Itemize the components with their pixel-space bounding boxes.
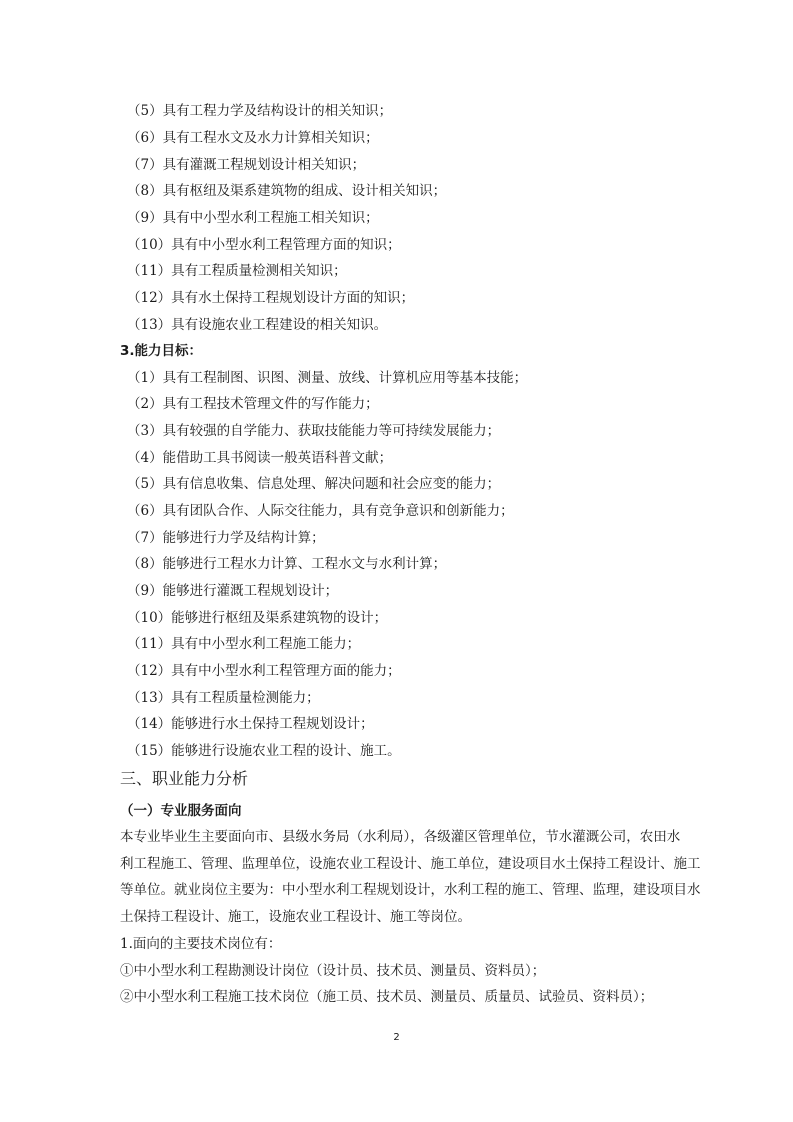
ability-item: （15）能够进行设施农业工程的设计、施工。 — [127, 743, 401, 759]
ability-item: （4）能借助工具书阅读一般英语科普文献； — [127, 450, 393, 466]
position-item: ②中小型水利工程施工技术岗位（施工员、技术员、测量员、质量员、试验员、资料员）； — [120, 989, 654, 1005]
ability-item: （10）能够进行枢纽及渠系建筑物的设计； — [127, 610, 388, 626]
ability-item: （14）能够进行水土保持工程规划设计； — [127, 716, 374, 732]
ability-item: （13）具有工程质量检测能力； — [127, 690, 320, 706]
knowledge-item: （9）具有中小型水利工程施工相关知识； — [127, 210, 379, 226]
positions-heading: 1.面向的主要技术岗位有： — [120, 936, 282, 952]
ability-item: （6）具有团队合作、人际交往能力，具有竞争意识和创新能力； — [127, 503, 514, 519]
knowledge-item: （11）具有工程质量检测相关知识； — [127, 263, 347, 279]
ability-item: （11）具有中小型水利工程施工能力； — [127, 636, 361, 652]
knowledge-item: （6）具有工程水文及水力计算相关知识； — [127, 130, 379, 146]
ability-heading: 3.能力目标： — [120, 343, 203, 359]
ability-item: （7）能够进行力学及结构计算； — [127, 530, 325, 546]
subsection-title: （一）专业服务面向 — [120, 803, 242, 819]
ability-item: （9）能够进行灌溉工程规划设计； — [127, 583, 339, 599]
page-number: 2 — [393, 1032, 400, 1043]
knowledge-item: （13）具有设施农业工程建设的相关知识。 — [127, 317, 388, 333]
position-item: ①中小型水利工程勘测设计岗位（设计员、技术员、测量员、资料员）； — [120, 963, 546, 979]
ability-item: （3）具有较强的自学能力、获取技能能力等可持续发展能力； — [127, 423, 501, 439]
ability-item: （1）具有工程制图、识图、测量、放线、计算机应用等基本技能； — [127, 370, 528, 386]
ability-item: （12）具有中小型水利工程管理方面的能力； — [127, 663, 401, 679]
ability-item: （8）能够进行工程水力计算、工程水文与水利计算； — [127, 556, 447, 572]
knowledge-item: （8）具有枢纽及渠系建筑物的组成、设计相关知识； — [127, 183, 447, 199]
knowledge-item: （10）具有中小型水利工程管理方面的知识； — [127, 237, 401, 253]
paragraph-line: 利工程施工、管理、监理单位，设施农业工程设计、施工单位，建设项目水土保持工程设计、施工 — [120, 855, 701, 872]
body-paragraph — [120, 824, 700, 930]
ability-item: （5）具有信息收集、信息处理、解决问题和社会应变的能力； — [127, 476, 501, 492]
section-title: 三、职业能力分析 — [120, 769, 249, 788]
ability-item: （2）具有工程技术管理文件的写作能力； — [127, 396, 379, 412]
paragraph-line: 等单位。就业岗位主要为：中小型水利工程规划设计，水利工程的施工、管理、监理，建设项目水 — [120, 882, 701, 898]
knowledge-item: （5）具有工程力学及结构设计的相关知识； — [127, 103, 393, 119]
knowledge-item: （7）具有灌溉工程规划设计相关知识； — [127, 157, 366, 173]
knowledge-item: （12）具有水土保持工程规划设计方面的知识； — [127, 290, 415, 306]
paragraph-line: 土保持工程设计、施工，设施农业工程设计、施工等岗位。 — [120, 908, 471, 925]
paragraph-line: 本专业毕业生主要面向市、县级水务局（水利局），各级灌区管理单位，节水灌溉公司，农田水 — [120, 829, 681, 845]
